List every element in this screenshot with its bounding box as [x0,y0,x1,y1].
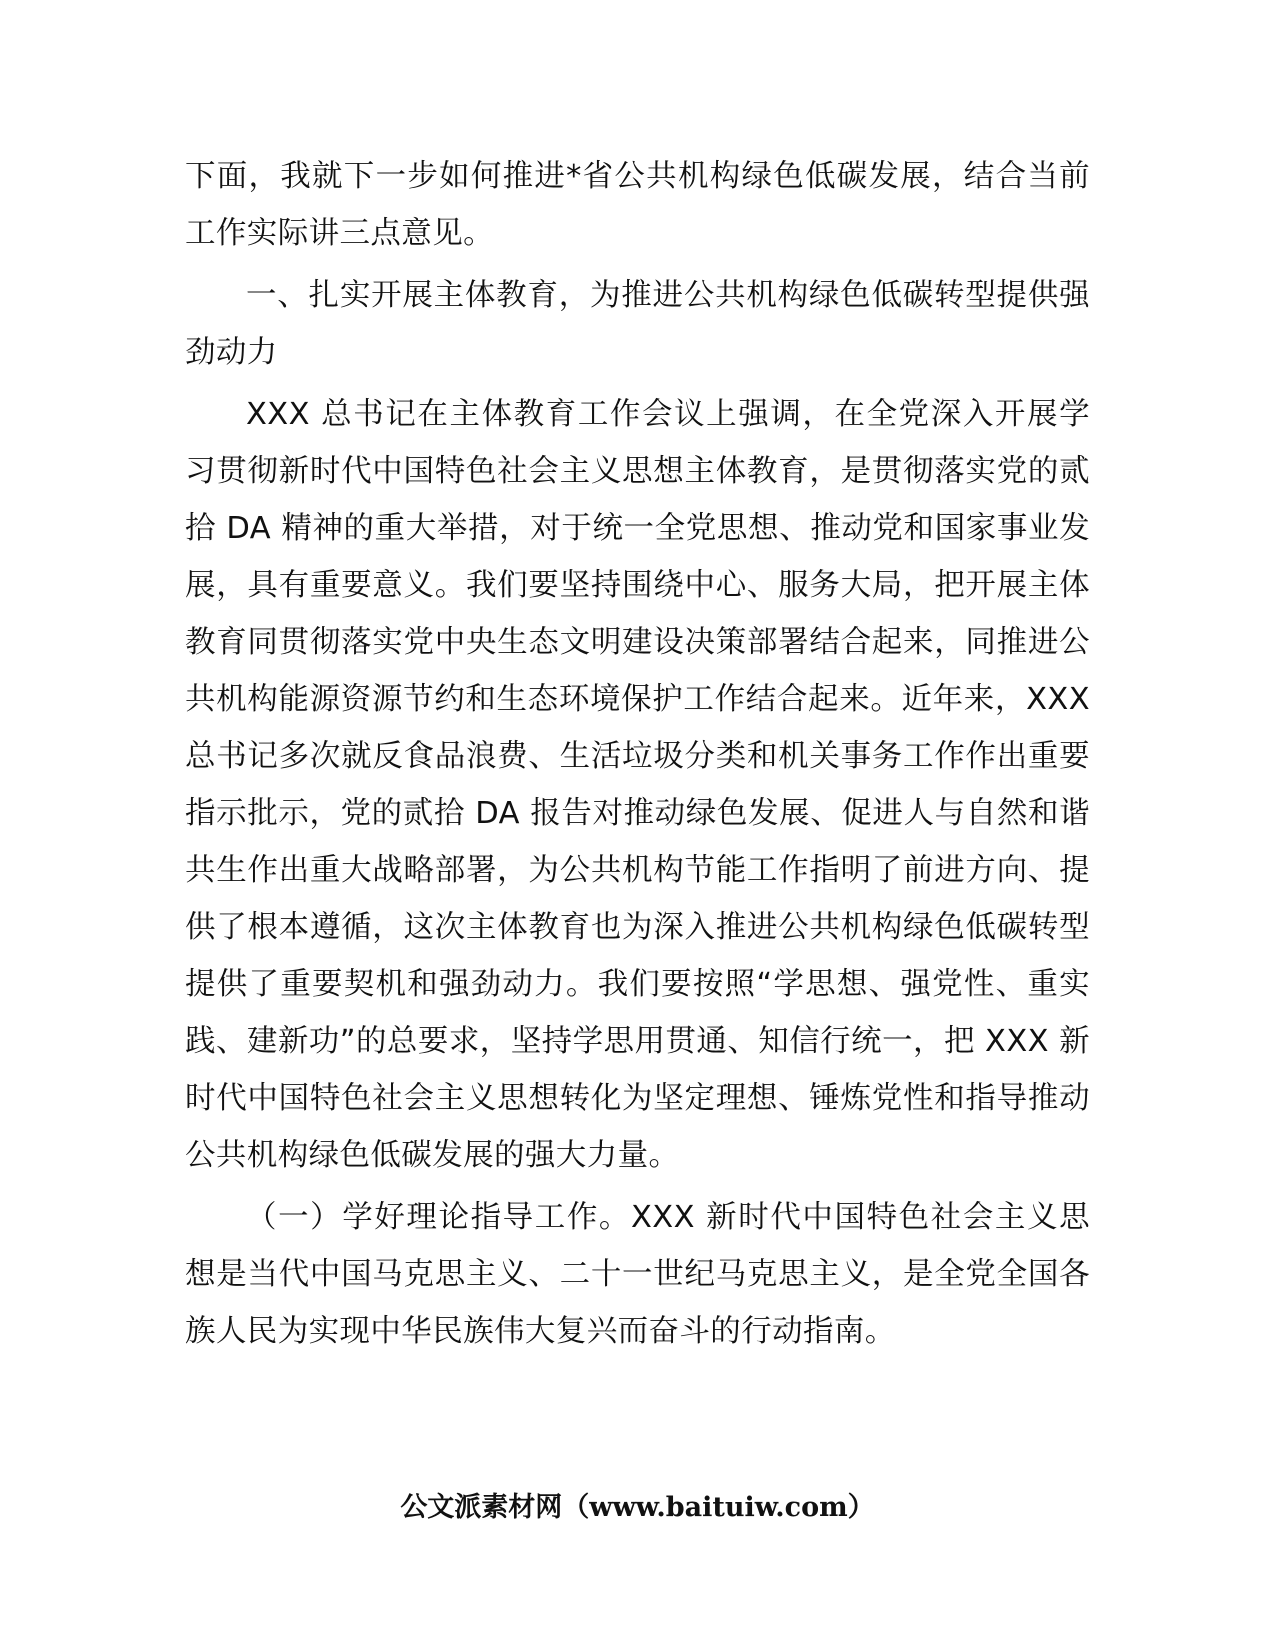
body-paragraph: XXX 总书记在主体教育工作会议上强调，在全党深入开展学习贯彻新时代中国特色社会主义思想主体教育，是贯彻落实党的贰拾 DA 精神的重大举措，对于统一全党思想、推动党和国家事业发展，具有重要意义。我们要坚持围绕中心、服务大局，把开展主体教育同贯彻落实党中央生态文明建设决策部署结合起来，同推进公共机构能源资源节约和生态环境保护工作结合起来。近年来，XXX 总书记多次就反食品浪费、生活垃圾分类和机关事务工作作出重要指示批示，党的贰拾 DA 报告对推动绿色发展、促进人与自然和谐共生作出重大战略部署，为公共机构节能工作指明了前进方向、提供了根本遵循，这次主体教育也为深入推进公共机构绿色低碳转型提供了重要契机和强劲动力。我们要按照“学思想、强党性、重实践、建新功”的总要求，坚持学思用贯通、知信行统一，把 XXX 新时代中国特色社会主义思想转化为坚定理想、锤炼党性和指导推动公共机构绿色低碳发展的强大力量。 [185,397,1090,1173]
subsection-paragraph-1: （一）学好理论指导工作。XXX 新时代中国特色社会主义思想是当代中国马克思主义、二十一世纪马克思主义，是全党全国各族人民为实现中华民族伟大复兴而奋斗的行动指南。 [185,1200,1090,1349]
footer-watermark: 公文派素材网（www.baituiw.com） [400,1492,875,1523]
section-heading-1: 一、扎实开展主体教育，为推进公共机构绿色低碳转型提供强劲动力 [185,278,1090,370]
document-body [185,148,1090,1365]
intro-paragraph: 下面，我就下一步如何推进*省公共机构绿色低碳发展，结合当前工作实际讲三点意见。 [185,159,1090,251]
